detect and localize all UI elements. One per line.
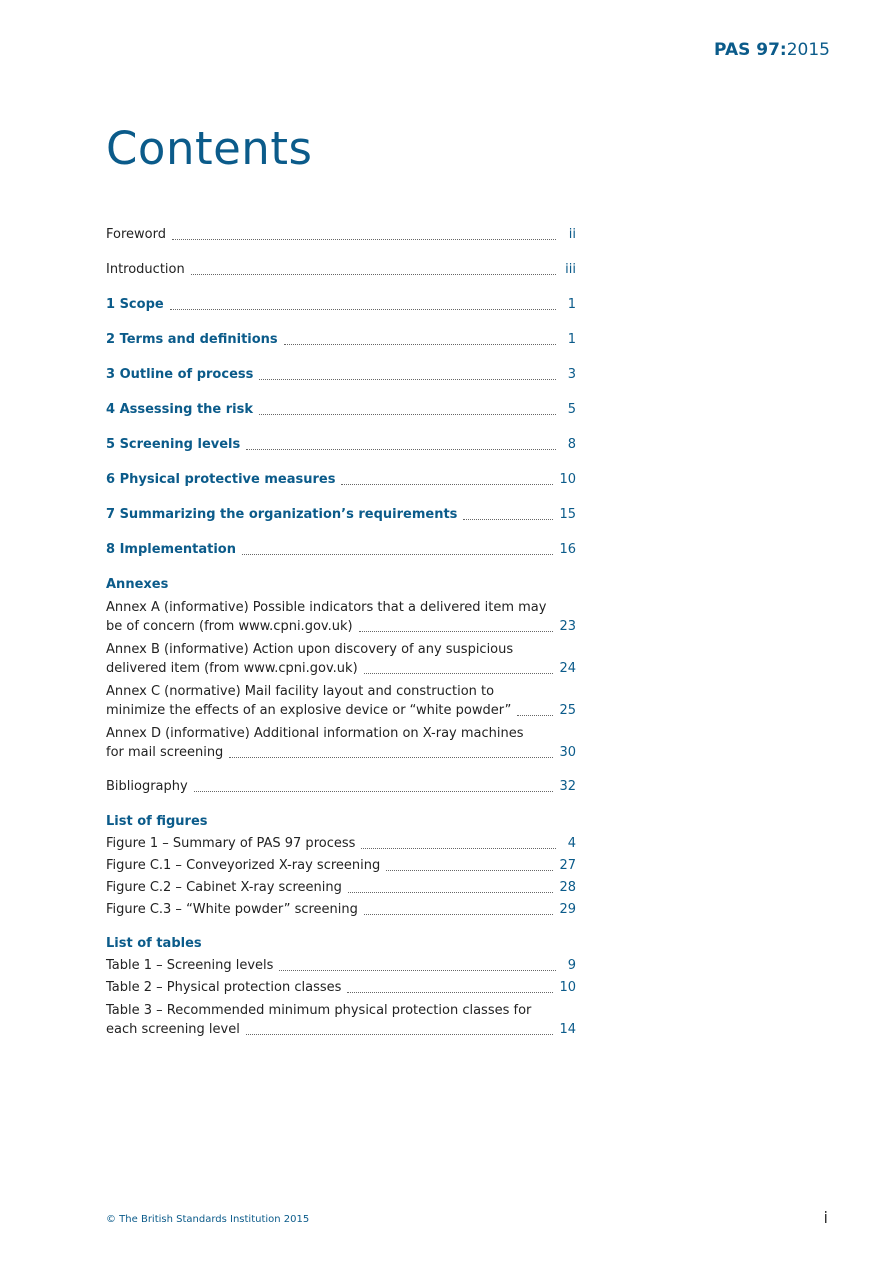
toc-entry-label: 7 Summarizing the organization’s requirements (106, 507, 458, 522)
dot-leader (242, 553, 553, 555)
toc-entry-section[interactable] (106, 296, 576, 314)
toc-page-number: 16 (559, 542, 576, 557)
toc-page-number: 9 (567, 958, 576, 973)
toc-entry-annex[interactable] (106, 598, 576, 636)
toc-entry-label: Figure C.2 – Cabinet X-ray screening (106, 880, 342, 895)
toc-entry-label-line1: Annex B (informative) Action upon discovery of any suspicious (106, 642, 514, 657)
toc-entry-label: Bibliography (106, 779, 188, 794)
toc-entry-section[interactable] (106, 331, 576, 349)
toc-page-number: 27 (559, 858, 576, 873)
toc-page-number: 1 (567, 332, 576, 347)
toc-entry-label-line2: be of concern (from www.cpni.gov.uk) (106, 619, 353, 634)
toc-page-number: 25 (559, 703, 576, 718)
dot-leader (348, 891, 554, 893)
dot-leader (246, 448, 556, 450)
toc-page-number: 23 (559, 619, 576, 634)
dot-leader (347, 991, 553, 993)
toc-entry-label-line1: Annex D (informative) Additional information on X-ray machines (106, 726, 524, 741)
tables-heading: List of tables (106, 936, 202, 951)
toc-entry-label: Table 2 – Physical protection classes (106, 980, 342, 995)
page-title: Contents (106, 122, 313, 175)
toc-entry-figure[interactable] (106, 835, 576, 853)
toc-entry-label-line2: minimize the effects of an explosive device or “white powder” (106, 703, 512, 718)
dot-leader (170, 308, 556, 310)
toc-page-number: 10 (559, 472, 576, 487)
dot-leader (279, 969, 556, 971)
toc-entry-label-line2: for mail screening (106, 745, 224, 760)
document-code (714, 40, 830, 60)
toc-page-number: 14 (559, 1022, 576, 1037)
dot-leader (386, 869, 553, 871)
toc-entry-foreword[interactable] (106, 226, 576, 244)
toc-entry-annex[interactable] (106, 682, 576, 720)
dot-leader (463, 518, 553, 520)
toc-page-number: 28 (559, 880, 576, 895)
toc-page-number: iii (565, 262, 576, 277)
dot-leader (172, 238, 556, 240)
toc-entry-bibliography[interactable] (106, 778, 576, 796)
toc-page-number: 5 (567, 402, 576, 417)
toc-entry-annex[interactable] (106, 724, 576, 762)
toc-entry-label-line1: Annex A (informative) Possible indicators that a delivered item may (106, 600, 547, 615)
toc-entry-label: 6 Physical protective measures (106, 472, 336, 487)
toc-entry-section[interactable] (106, 541, 576, 559)
toc-page-number: 4 (567, 836, 576, 851)
toc-page-number: 29 (559, 902, 576, 917)
table-of-contents (106, 226, 576, 1043)
toc-entry-table[interactable] (106, 979, 576, 997)
document-code-year: 2015 (786, 40, 830, 60)
toc-entry-label: Figure 1 – Summary of PAS 97 process (106, 836, 356, 851)
toc-entry-figure[interactable] (106, 879, 576, 897)
toc-entry-section[interactable] (106, 471, 576, 489)
toc-entry-label-line2: delivered item (from www.cpni.gov.uk) (106, 661, 358, 676)
toc-entry-section[interactable] (106, 366, 576, 384)
toc-entry-table[interactable] (106, 1001, 576, 1039)
toc-entry-section[interactable] (106, 436, 576, 454)
toc-entry-label: Introduction (106, 262, 185, 277)
dot-leader (359, 630, 554, 632)
toc-page-number: ii (568, 227, 576, 242)
toc-entry-label: 3 Outline of process (106, 367, 254, 382)
dot-leader (284, 343, 556, 345)
toc-entry-section[interactable] (106, 401, 576, 419)
toc-entry-label: 4 Assessing the risk (106, 402, 254, 417)
toc-entry-label: 1 Scope (106, 297, 164, 312)
toc-entry-introduction[interactable] (106, 261, 576, 279)
dot-leader (341, 483, 553, 485)
figures-heading: List of figures (106, 814, 208, 829)
page-number: i (823, 1208, 828, 1227)
copyright-notice: © The British Standards Institution 2015 (106, 1214, 310, 1225)
toc-page-number: 15 (559, 507, 576, 522)
toc-entry-label: 2 Terms and definitions (106, 332, 278, 347)
toc-page-number: 3 (567, 367, 576, 382)
toc-entry-label: Table 1 – Screening levels (106, 958, 274, 973)
toc-entry-table[interactable] (106, 957, 576, 975)
toc-entry-label: 5 Screening levels (106, 437, 241, 452)
toc-page-number: 24 (559, 661, 576, 676)
dot-leader (517, 714, 553, 716)
dot-leader (361, 847, 556, 849)
dot-leader (194, 790, 554, 792)
dot-leader (229, 756, 553, 758)
dot-leader (364, 913, 554, 915)
dot-leader (191, 273, 556, 275)
dot-leader (259, 378, 556, 380)
toc-page-number: 1 (567, 297, 576, 312)
dot-leader (364, 672, 554, 674)
toc-entry-label-line1: Table 3 – Recommended minimum physical protection classes for (106, 1003, 532, 1018)
toc-entry-label-line2: each screening level (106, 1022, 240, 1037)
toc-page-number: 30 (559, 745, 576, 760)
toc-entry-label: 8 Implementation (106, 542, 236, 557)
toc-entry-label: Figure C.3 – “White powder” screening (106, 902, 358, 917)
annexes-heading: Annexes (106, 577, 169, 592)
toc-entry-figure[interactable] (106, 901, 576, 919)
toc-entry-label: Figure C.1 – Conveyorized X-ray screening (106, 858, 381, 873)
toc-page-number: 32 (559, 779, 576, 794)
toc-page-number: 10 (559, 980, 576, 995)
toc-entry-annex[interactable] (106, 640, 576, 678)
toc-entry-label: Foreword (106, 227, 166, 242)
toc-entry-section[interactable] (106, 506, 576, 524)
toc-entry-label-line1: Annex C (normative) Mail facility layout and construction to (106, 684, 495, 699)
dot-leader (246, 1033, 554, 1035)
toc-page-number: 8 (567, 437, 576, 452)
dot-leader (259, 413, 556, 415)
toc-entry-figure[interactable] (106, 857, 576, 875)
document-code-number: PAS 97: (714, 40, 787, 60)
